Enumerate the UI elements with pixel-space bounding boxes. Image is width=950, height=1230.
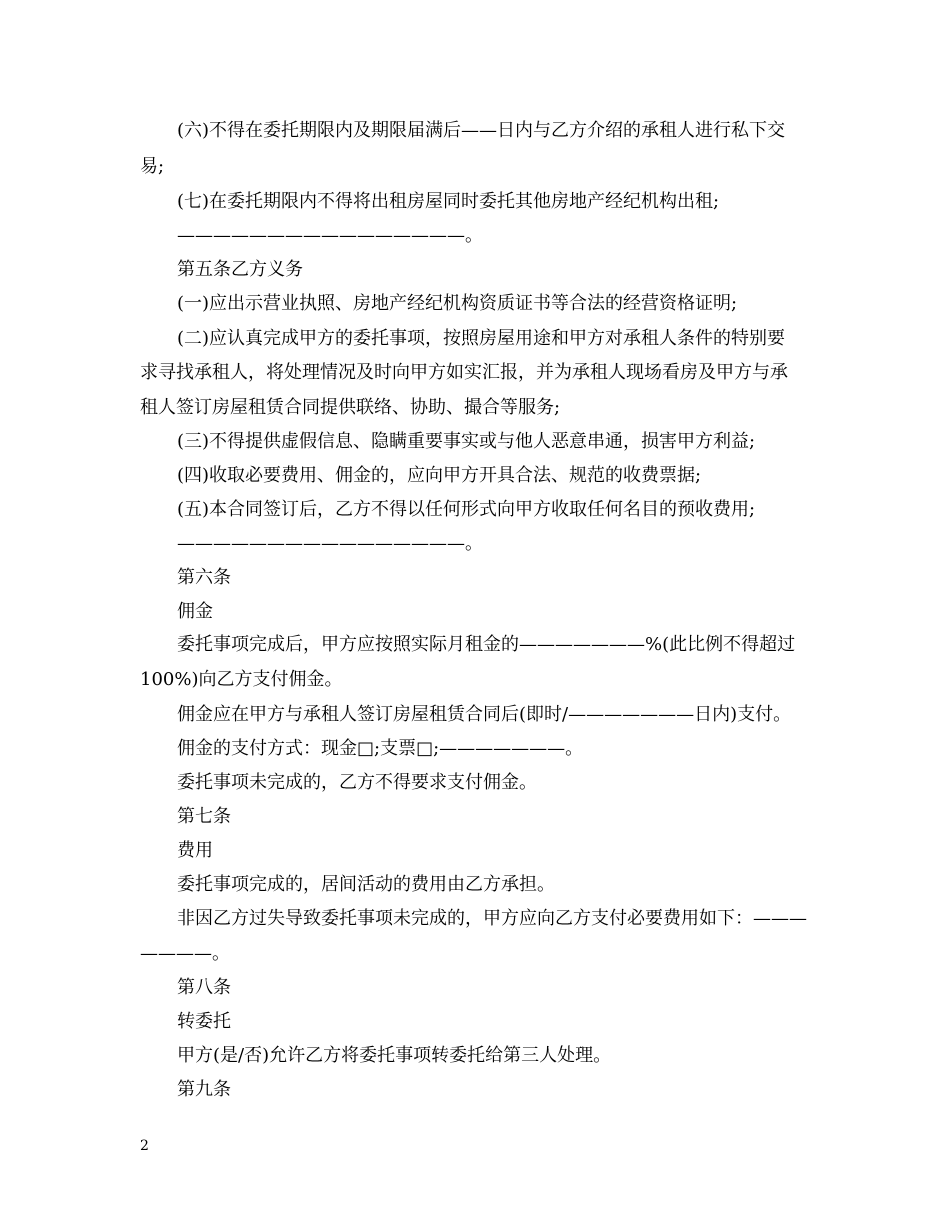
section-heading: 第八条: [177, 977, 231, 998]
text-line: ————。: [140, 943, 230, 964]
text-line: 租人签订房屋租赁合同提供联络、协助、撮合等服务;: [140, 397, 561, 418]
section-heading: 第六条: [177, 567, 231, 588]
section-heading: 第五条乙方义务: [177, 259, 303, 280]
text-line: (一)应出示营业执照、房地产经纪机构资质证书等合法的经营资格证明;: [177, 293, 738, 314]
section-subheading: 佣金: [177, 601, 213, 622]
text-line: 委托事项未完成的，乙方不得要求支付佣金。: [177, 772, 537, 793]
section-subheading: 转委托: [177, 1011, 231, 1032]
text-line: 非因乙方过失导致委托事项未完成的，甲方应向乙方支付必要费用如下：———: [177, 908, 807, 929]
section-heading: 第七条: [177, 806, 231, 827]
text-line: 甲方(是/否)允许乙方将委托事项转委托给第三人处理。: [177, 1045, 612, 1066]
text-line: 委托事项完成的，居间活动的费用由乙方承担。: [177, 874, 555, 895]
section-subheading: 费用: [177, 840, 213, 861]
text-line: ————————————————。: [177, 533, 483, 554]
text-line: 易;: [140, 156, 165, 177]
text-line: (二)应认真完成甲方的委托事项，按照房屋用途和甲方对承租人条件的特别要: [177, 328, 786, 349]
text-line: ————————————————。: [177, 225, 483, 246]
text-line: 求寻找承租人，将处理情况及时向甲方如实汇报，并为承租人现场看房及甲方与承: [140, 362, 788, 383]
text-line: (三)不得提供虚假信息、隐瞒重要事实或与他人恶意串通，损害甲方利益;: [177, 431, 756, 452]
text-line: (六)不得在委托期限内及期限届满后——日内与乙方介绍的承租人进行私下交: [177, 120, 786, 141]
text-line: (七)在委托期限内不得将出租房屋同时委托其他房地产经纪机构出租;: [177, 191, 720, 212]
page-number: 2: [140, 1138, 149, 1154]
text-line: (五)本合同签订后，乙方不得以任何形式向甲方收取任何名目的预收费用;: [177, 499, 756, 520]
text-line: 佣金应在甲方与承租人签订房屋租赁合同后(即时/———————日内)支付。: [177, 704, 792, 725]
text-line: (四)收取必要费用、佣金的，应向甲方开具合法、规范的收费票据;: [177, 465, 702, 486]
section-heading: 第九条: [177, 1079, 231, 1100]
text-line: 100%)向乙方支付佣金。: [140, 669, 343, 690]
text-line: 佣金的支付方式：现金□;支票□;———————。: [177, 738, 584, 759]
text-line: 委托事项完成后，甲方应按照实际月租金的———————%(此比例不得超过: [177, 634, 796, 655]
